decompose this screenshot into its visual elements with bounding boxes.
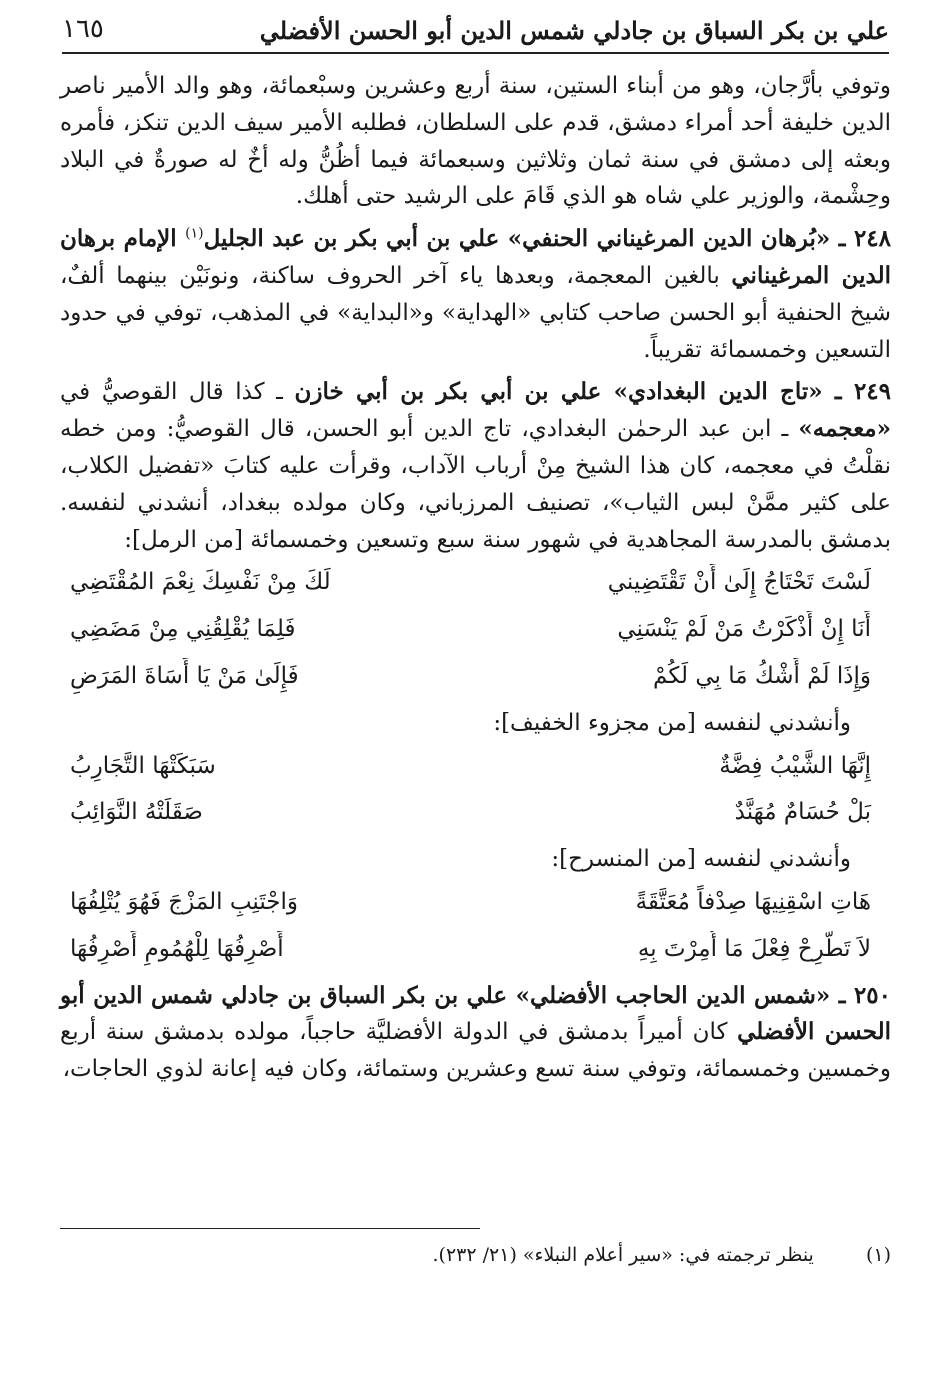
entry-249-source: «معجمه» xyxy=(798,415,891,443)
entry-248-text: بالغين المعجمة، وبعدها ياء آخر الحروف ساكنة، ونونَيْن بينهما ألفٌ، شيخ الحنفية أبو الحسن صاحب كتابي «الهداية» و«البداية» في المذهب، توفي في حدود التسعين وخمسمائة تقريباً. xyxy=(60,262,891,363)
verse-second-hemistich: سَبَكَتْهَا التَّجَارِبُ xyxy=(70,752,216,779)
page-body xyxy=(60,68,891,1094)
verse-second-hemistich: وَاجْتَنِبِ المَزْجَ فَهُوَ يُتْلِفُهَا xyxy=(70,888,299,915)
entry-249-note: ـ كذا قال القوصيُّ في xyxy=(60,379,295,406)
verse-first-hemistich: لاَ تَطَّرِحْ فِعْلَ مَا أُمِرْتَ بِهِ xyxy=(637,935,871,962)
verse-second-hemistich: فَلِمَا يُقْلِقُنِي مِنْ مَضَضِي xyxy=(70,616,296,643)
entry-248 xyxy=(60,221,891,368)
footnote-number: (١) xyxy=(865,1244,891,1266)
verse-first-hemistich: أَنَا إِنْ أَذْكَرْتُ مَنْ لَمْ يَنْسَنِي xyxy=(617,616,871,643)
verse-line xyxy=(60,748,891,785)
verse-first-hemistich: هَاتِ اسْقِنِيهَا صِدْفاً مُعَتَّقَةً xyxy=(635,888,871,915)
page-header xyxy=(62,8,889,54)
entry-249-text: ـ ابن عبد الرحمٰن البغدادي، تاج الدين أبو الحسن، قال القوصيُّ: ومن خطه نقلْتُ في معجمه، كان هذا الشيخ مِنْ أرباب الآداب، وقرأت عليه كتابَ «تفضيل الكلاب، على كثير ممَّنْ لبس الثياب»، تصنيف المرزباني، وكان مولده ببغداد، أنشدني لنفسه. بدمشق بالمدرسة المجاهدية في شهور سنة سبع وتسعين وخمسمائة [من الرمل]: xyxy=(60,416,891,553)
verse-line xyxy=(60,931,891,968)
poem-3-intro: وأنشدني لنفسه [من المنسرح]: xyxy=(551,846,851,873)
paragraph-1: وتوفي بأرَّجان، وهو من أبناء الستين، سنة أربع وعشرين وسبْعمائة، وهو والد الأمير ناصر الدين خليفة أحد أمراء دمشق، قدم على السلطان، فطلبه الأمير سيف الدين تنكز، فأمره وبعثه إلى دمشق في سنة ثمان وثلاثين وسبعمائة فيما أظُنُّ وله أخٌ له صورةٌ في البلاد وحِشْمة، والوزير علي شاه هو الذي قَامَ على الرشيد حتى أهلك. xyxy=(60,73,891,210)
entry-250 xyxy=(60,978,891,1088)
verse-line xyxy=(60,658,891,695)
page-number: ١٦٥ xyxy=(62,14,104,44)
verse-first-hemistich: لَسْتَ تَحْتَاجُ إِلَىٰ أَنْ تَقْتَضِيني xyxy=(607,569,871,596)
verse-second-hemistich: صَقَلَتْهُ النَّوَائِبُ xyxy=(70,799,203,826)
poem-2-intro: وأنشدني لنفسه [من مجزوء الخفيف]: xyxy=(493,709,851,736)
footnote-text: ينظر ترجمته في: «سير أعلام النبلاء» (٢١/ ٢٣٢). xyxy=(432,1244,814,1266)
verse-first-hemistich: إِنَّهَا الشَّيْبُ فِضَّةٌ xyxy=(719,752,871,779)
footnote-divider xyxy=(60,1228,480,1229)
verse-first-hemistich: بَلْ حُسَامٌ مُهَنَّدٌ xyxy=(734,799,871,826)
verse-line xyxy=(60,884,891,921)
verse-first-hemistich: وَإِذَا لَمْ أَشْكُ مَا بِي لَكُمْ xyxy=(653,662,871,689)
poem-3 xyxy=(60,884,891,968)
poem-2 xyxy=(60,748,891,832)
entry-248-heading: ٢٤٨ ـ «بُرهان الدين المرغيناني الحنفي» علي بن أبي بكر بن عبد الجليل xyxy=(203,225,891,253)
verse-line xyxy=(60,611,891,648)
entry-250-text: كان أميراً بدمشق في الدولة الأفضليَّة حاجباً، مولده بدمشق سنة أربع وخمسين وخمسمائة، وتوفي سنة تسع وعشرين وستمائة، وكان فيه إعانة لذوي الحاجات، xyxy=(60,1019,891,1083)
entry-249 xyxy=(60,374,891,558)
footnote-marker: (١) xyxy=(185,225,204,242)
verse-line xyxy=(60,564,891,601)
entry-248-heading-cont: الإمام برهان الدين المرغيناني xyxy=(60,225,891,289)
entry-250-heading: ٢٥٠ ـ «شمس الدين الحاجب الأفضلي» علي بن بكر السباق بن جادلي شمس الدين أبو الحسن الأفضلي xyxy=(60,981,892,1046)
verse-second-hemistich: فَإِلَىٰ مَنْ يَا أَسَاةَ المَرَضِ xyxy=(70,662,299,689)
verse-second-hemistich: أَصْرِفُهَا لِلْهُمُومِ أَصْرِفُهَا xyxy=(70,935,284,962)
verse-line xyxy=(60,794,891,831)
entry-249-heading: ٢٤٩ ـ «تاج الدين البغدادي» علي بن أبي بكر بن أبي خازن xyxy=(294,378,891,406)
running-title: علي بن بكر السباق بن جادلي شمس الدين أبو الحسن الأفضلي xyxy=(259,16,889,45)
poem-1 xyxy=(60,564,891,694)
verse-second-hemistich: لَكَ مِنْ نَفْسِكَ نِعْمَ المُقْتَضِي xyxy=(70,569,331,596)
footnote xyxy=(60,1244,891,1266)
